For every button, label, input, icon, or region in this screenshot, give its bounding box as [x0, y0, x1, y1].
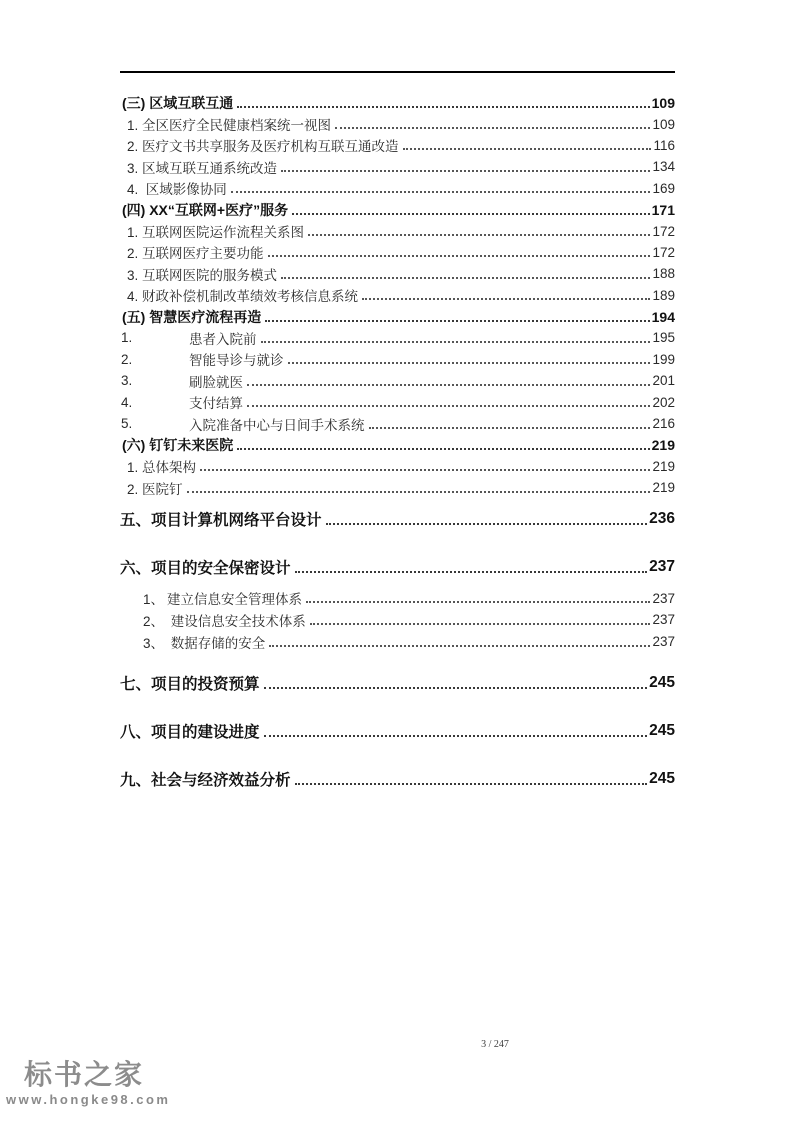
dot-leader: [247, 384, 650, 386]
toc-page-number: 245: [649, 770, 675, 788]
dot-leader: [269, 645, 650, 647]
toc-page-number: 194: [651, 308, 675, 325]
toc-entry-label: (五) 智慧医疗流程再造: [122, 308, 262, 325]
toc-entry-label: 3. 互联网医院的服务模式: [127, 267, 278, 283]
dot-leader: [247, 405, 650, 407]
dot-leader: [281, 170, 650, 172]
toc-entry[interactable]: [120, 156, 675, 177]
dot-leader: [308, 234, 650, 236]
dot-leader: [268, 255, 651, 257]
toc-page-number: 216: [652, 416, 675, 432]
dot-leader: [187, 491, 651, 493]
toc-page-number: 219: [651, 436, 675, 453]
toc-entry[interactable]: [120, 92, 675, 113]
toc-page-number: 189: [652, 287, 675, 303]
toc-page-number: 109: [651, 94, 675, 111]
toc-entry[interactable]: [120, 220, 675, 241]
toc-page-number: 236: [649, 510, 675, 528]
toc-page-number: 237: [652, 612, 675, 628]
toc-entry-label: 六、项目的安全保密设计: [120, 560, 291, 578]
toc-entry-number: 2.: [121, 351, 133, 367]
toc-page-number: 219: [652, 480, 675, 496]
toc-entry-label: 智能导诊与就诊: [189, 353, 284, 369]
toc-entry-number: 5.: [121, 416, 133, 432]
toc-entry-label: 1. 总体架构: [127, 460, 197, 476]
watermark-brand-text: 标书之家: [24, 1059, 145, 1090]
toc-page-number: 199: [652, 351, 675, 367]
toc-entry[interactable]: [120, 413, 675, 434]
toc-entry-label: 建设信息安全技术体系: [167, 613, 306, 629]
toc-page-number: 116: [653, 137, 675, 153]
dot-leader: [281, 277, 650, 279]
dot-leader: [335, 127, 650, 129]
toc-page-number: 237: [652, 590, 675, 606]
site-watermark: [6, 1060, 171, 1107]
toc-entry[interactable]: [120, 391, 675, 412]
toc-entry-label: 4. 区域影像协同: [127, 182, 227, 198]
toc-page-number: 237: [652, 634, 675, 650]
toc-entry[interactable]: [120, 178, 675, 199]
toc-page-number: 202: [652, 394, 675, 410]
toc-entry-label: 2. 医疗文书共享服务及医疗机构互联互通改造: [127, 139, 399, 155]
dot-leader: [231, 191, 651, 193]
toc-page-number: 169: [652, 180, 675, 196]
toc-entry[interactable]: [120, 554, 675, 580]
dot-leader: [288, 362, 651, 364]
dot-leader: [306, 601, 650, 603]
toc-entry-number: 3.: [121, 373, 133, 389]
toc-entry-label: 2. 互联网医疗主要功能: [127, 246, 264, 262]
toc-entry-label: 五、项目计算机网络平台设计: [120, 512, 322, 530]
toc-entry[interactable]: [120, 587, 675, 609]
toc-entry[interactable]: [120, 242, 675, 263]
toc-entry-label: 建立信息安全管理体系: [167, 592, 302, 608]
dot-leader: [403, 148, 652, 150]
toc-entry[interactable]: [120, 766, 675, 792]
toc-entry[interactable]: [120, 306, 675, 327]
dot-leader: [369, 427, 651, 429]
toc-page-number: 134: [652, 159, 675, 175]
toc-entry-label: 1. 互联网医院运作流程关系图: [127, 225, 305, 241]
toc-entry[interactable]: [120, 477, 675, 498]
toc-entry-label: 数据存储的安全: [167, 635, 266, 651]
toc-page-number: 195: [652, 330, 675, 346]
toc-entry[interactable]: [120, 434, 675, 455]
watermark-url-text: www.hongke98.com: [6, 1092, 171, 1107]
toc-entry-number: 4.: [121, 394, 133, 410]
toc-entry-label: 1. 全区医疗全民健康档案统一视图: [127, 118, 332, 134]
toc-entry-label: (四) XX“互联网+医疗”服务: [122, 201, 289, 218]
toc-entry[interactable]: [120, 285, 675, 306]
dot-leader: [362, 298, 650, 300]
toc-entry-label: 患者入院前: [189, 331, 257, 347]
toc-page-number: 172: [652, 223, 675, 239]
dot-leader: [292, 213, 650, 215]
dot-leader: [264, 687, 648, 689]
toc-entry-label: 3. 区域互联互通系统改造: [127, 160, 278, 176]
dot-leader: [310, 623, 651, 625]
dot-leader: [326, 523, 648, 525]
toc-entry-label: 支付结算: [189, 396, 243, 412]
toc-entry-label: 八、项目的建设进度: [120, 724, 260, 742]
toc-page-number: 109: [652, 116, 675, 132]
toc-entry-label: 刷脸就医: [189, 374, 243, 390]
toc-page-number: 245: [649, 674, 675, 692]
toc-entry[interactable]: [120, 370, 675, 391]
toc-entry[interactable]: [120, 718, 675, 744]
toc-entry-label: 2. 医院钉: [127, 481, 183, 497]
toc-entry[interactable]: [120, 135, 675, 156]
toc-entry-number: 2、: [143, 613, 165, 629]
toc-entry-label: 4. 财政补偿机制改革绩效考核信息系统: [127, 289, 359, 305]
toc-entry-label: 入院准备中心与日间手术系统: [189, 417, 365, 433]
dot-leader: [295, 783, 648, 785]
dot-leader: [264, 735, 648, 737]
toc-entry[interactable]: [120, 263, 675, 284]
dot-leader: [295, 571, 648, 573]
toc-page-number: 245: [649, 722, 675, 740]
toc-entry-label: 九、社会与经济效益分析: [120, 772, 291, 790]
toc-page-number: 219: [652, 458, 675, 474]
toc-page-number: 172: [652, 244, 675, 260]
toc-entry-number: 1.: [121, 330, 133, 346]
dot-leader: [237, 448, 649, 450]
toc-entry-label: (六) 钉钉未来医院: [122, 436, 234, 453]
toc-entry[interactable]: [120, 199, 675, 220]
toc-entry[interactable]: [120, 327, 675, 348]
toc-entry-number: 3、: [143, 635, 165, 651]
toc-entry[interactable]: [120, 631, 675, 653]
toc-page-number: 188: [652, 266, 675, 282]
dot-leader: [265, 320, 649, 322]
toc-entry-number: 1、: [143, 592, 165, 608]
toc-entry[interactable]: [120, 349, 675, 370]
toc-entry[interactable]: [120, 456, 675, 477]
table-of-contents: [120, 92, 675, 792]
toc-entry[interactable]: [120, 113, 675, 134]
dot-leader: [200, 469, 650, 471]
page-number: 3 / 247: [481, 1039, 509, 1050]
toc-page-number: 171: [651, 201, 675, 218]
toc-page-number: 237: [649, 558, 675, 576]
toc-entry-label: 七、项目的投资预算: [120, 676, 260, 694]
toc-entry-label: (三) 区域互联互通: [122, 94, 234, 111]
dot-leader: [261, 341, 651, 343]
toc-entry[interactable]: [120, 609, 675, 631]
header-rule: [120, 71, 675, 73]
toc-page-number: 201: [652, 373, 675, 389]
toc-entry[interactable]: [120, 506, 675, 532]
toc-entry[interactable]: [120, 670, 675, 696]
dot-leader: [237, 106, 649, 108]
